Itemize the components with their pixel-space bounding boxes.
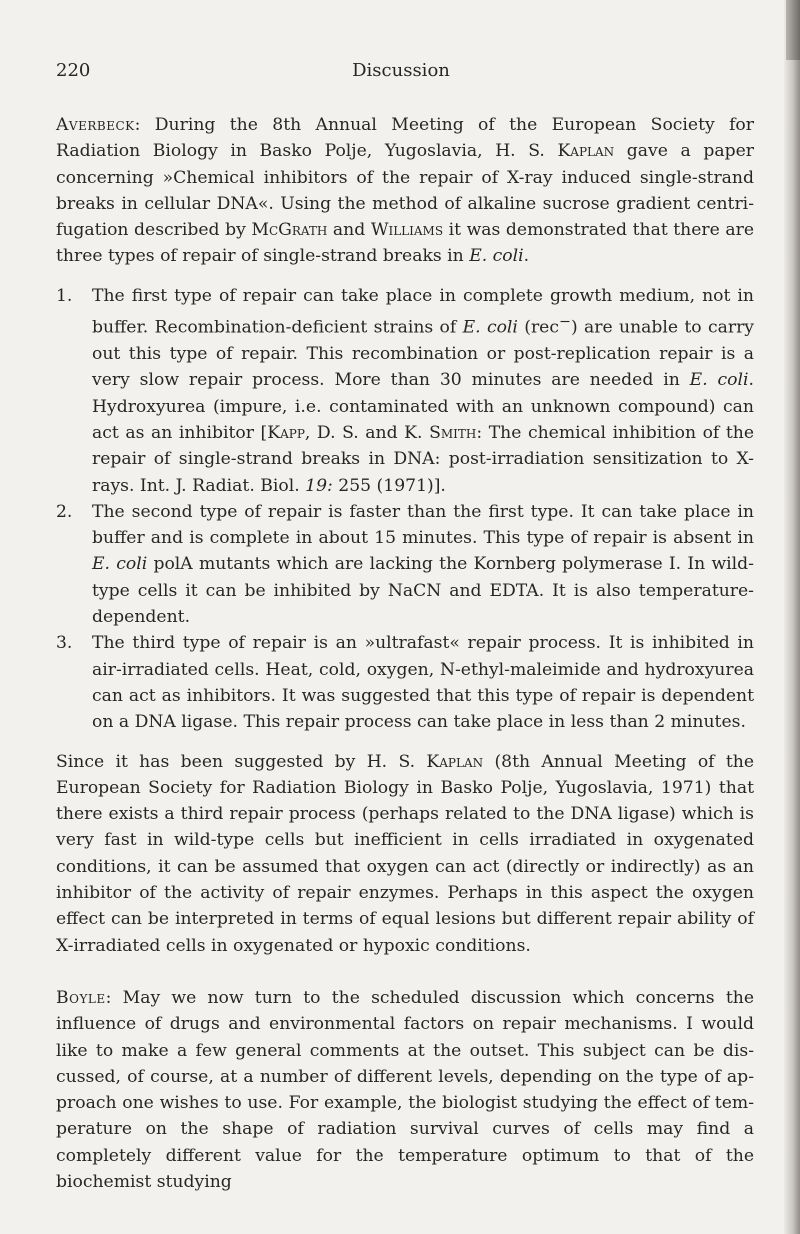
page-header xyxy=(56,60,746,90)
text-run: and xyxy=(327,220,371,241)
averbeck-paragraph xyxy=(56,112,754,270)
text-run: The first type of repair can take place in complete growth medium, not in buffer. Recombination-deficient strains of xyxy=(92,285,754,338)
text-run: . xyxy=(523,246,530,267)
text-run: gave a paper concerning »Chemical inhibitors of the repair of X-ray induced single-strand breaks in cellular DNA«. Using the method of alkaline sucrose gradient centrifugation described by xyxy=(56,141,754,241)
list-number: 3. xyxy=(56,633,73,654)
text-run: 255 (1971)]. xyxy=(332,475,446,496)
species-name: E. coli xyxy=(469,246,524,267)
list-number: 1. xyxy=(56,285,73,306)
text-run: The third type of repair is an »ultrafast« repair process. It is inhibited in air-irradiated cells. Heat, cold, oxygen, N-ethyl-maleimide and hydroxyurea can act as inhibitors. It was suggested that this type of repair is dependent on a DNA ligase. This repair process can take place in less than 2 minutes. xyxy=(92,633,754,733)
page-number: 220 xyxy=(56,60,91,81)
author-mcgrath: McGrath xyxy=(251,220,328,241)
text-run: it was demonstrated that there are three types of repair of single-strand breaks in xyxy=(56,220,754,267)
text-run: (8th Annual Meeting of the European Society for Radiation Biology in Basko Polje, Yugoslavia, 1971) that there exists a third repair process (perhaps related to the DNA ligase) which is very fast in wild-type cells but inefficient in cells irradiated in oxygenated conditions, it can be assumed that oxygen can act (directly or indirectly) as an inhibitor of the activity of repair enzymes. Perhaps in this aspect the oxygen effect can be interpreted in terms of equal lesions but different repair ability of X-irradiated cells in oxygenated or hypoxic conditions. xyxy=(56,751,754,956)
text-run: ) are unable to carry out this type of repair. This recombination or post-replication repair is a very slow repair process. More than 30 minutes are needed in xyxy=(92,317,754,391)
text-run: : The chemical inhibition of the repair of single-strand breaks in DNA: post-irradiation sensitization to X-rays. Int. J. Radiat. Biol. xyxy=(92,423,755,496)
text-run: (rec xyxy=(517,317,559,338)
text-run: : During the 8th Annual Meeting of the European Society for Radiation Biology in Basko Polje, Yugoslavia, H. S. xyxy=(56,115,754,162)
list-item xyxy=(56,630,754,735)
page-body xyxy=(56,112,754,1195)
text-run: The second type of repair is faster than the first type. It can take place in buffer and is complete in about 15 minutes. This type of repair is absent in xyxy=(92,501,754,549)
boyle-paragraph xyxy=(56,985,754,1195)
kaplan-comment-paragraph xyxy=(56,749,754,959)
journal-volume: 19: xyxy=(305,475,333,496)
speaker-boyle: Boyle xyxy=(56,987,106,1008)
text-run: polA mutants which are lacking the Kornberg polymerase I. In wild-type cells it can be inhibited by NaCN and EDTA. It is also temperature-dependent. xyxy=(92,554,754,628)
text-run: Since it has been suggested by H. S. xyxy=(56,751,427,772)
repair-types-list xyxy=(56,283,754,736)
list-number: 2. xyxy=(56,501,73,522)
page-corner-shadow xyxy=(786,0,800,60)
superscript: − xyxy=(558,314,571,331)
text-run: , D. S. and K. xyxy=(304,423,430,443)
author-kapp: Kapp xyxy=(267,423,305,443)
text-run: . Hydroxyurea (impure, i.e. contaminated with an unknown compound) can act as an inhibitor [ xyxy=(92,370,754,443)
text-run: : May we now turn to the scheduled discussion which concerns the influence of drugs and environmental factors on repair mechanisms. I would like to make a few general comments at the outset. This subject can be discussed, of course, at a number of different levels, depending on the type of approach one wishes to use. For example, the biologist studying the effect of temperature on the shape of radiation survival curves of cells may find a completely different value for the temperature optimum to that of the biochemist studying xyxy=(56,987,754,1193)
author-kaplan: Kaplan xyxy=(426,751,484,772)
author-williams: Williams xyxy=(370,220,444,241)
list-item xyxy=(56,499,754,630)
species-name: E. coli xyxy=(92,554,148,575)
species-name: E. coli xyxy=(689,370,749,391)
speaker-averbeck: Averbeck xyxy=(56,115,135,135)
author-smith: Smith xyxy=(429,423,477,443)
list-item xyxy=(56,283,754,499)
author-kaplan: Kaplan xyxy=(557,141,615,162)
running-title: Discussion xyxy=(352,60,450,81)
species-name: E. coli xyxy=(462,317,518,338)
page-edge-shadow xyxy=(784,0,800,1234)
